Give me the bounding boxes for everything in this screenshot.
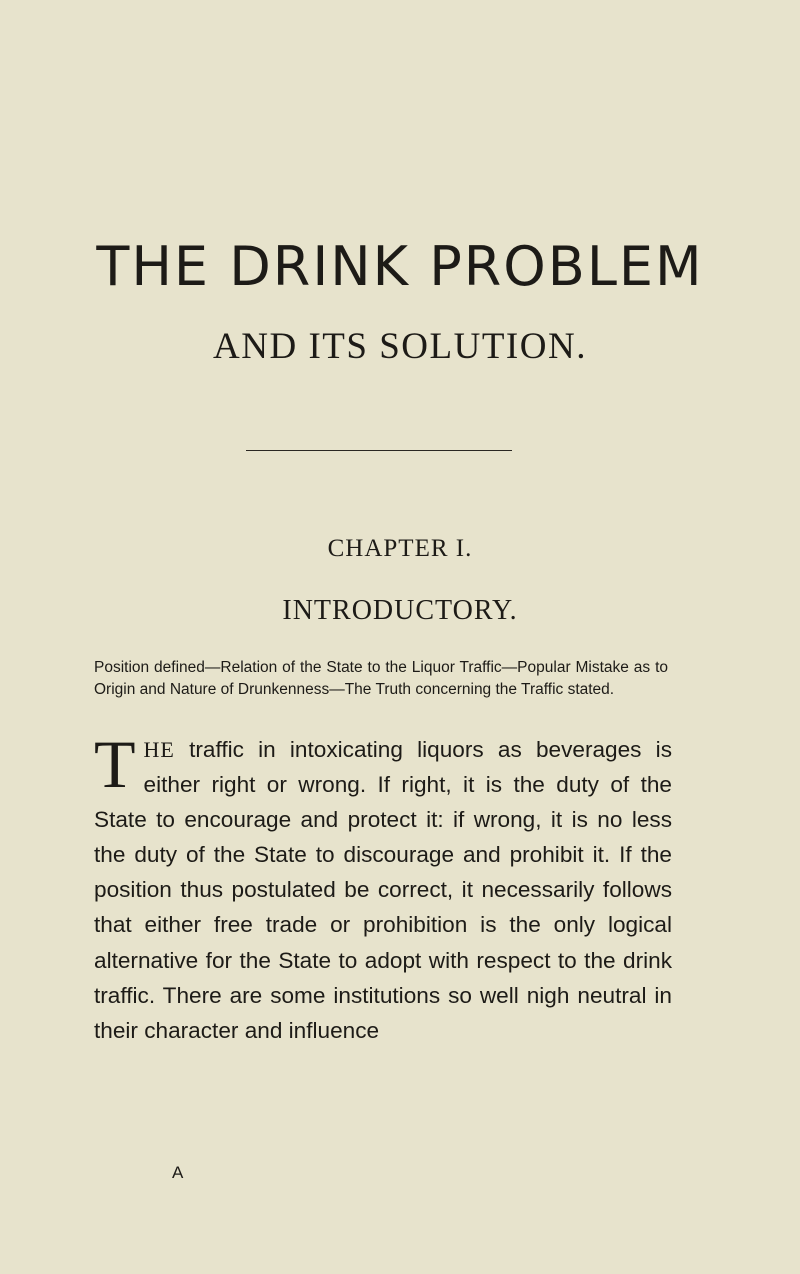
page-title: THE DRINK PROBLEM (96, 235, 704, 298)
lead-small-caps: HE (143, 737, 175, 762)
page-subtitle: AND ITS SOLUTION. (213, 326, 587, 367)
chapter-synopsis: Position defined—Relation of the State to the Liquor Traffic—Popular Mistake as to Origin and Nature of Drunkenness—The Truth concerning the Traffic stated. (94, 659, 668, 698)
drop-cap-letter: T (94, 726, 136, 802)
printer-signature-mark: A (172, 1163, 184, 1182)
chapter-heading: CHAPTER I. (327, 535, 473, 562)
body-text: traffic in intoxicating liquors as beverages is either right or wrong. If right, it is the duty of the State to encourage and protect it: if wrong, it is no less the duty of the State to discourage and prohibit it. If the position thus postulated be correct, it necessarily follows that either free trade or prohibition is the only logical alternative for the State to adopt with respect to the drink traffic. There are some institutions so well nigh neutral in their character and influence (94, 737, 672, 1043)
title-divider-rule (246, 450, 512, 451)
body-paragraph (94, 726, 672, 1048)
section-heading: INTRODUCTORY. (282, 595, 518, 626)
